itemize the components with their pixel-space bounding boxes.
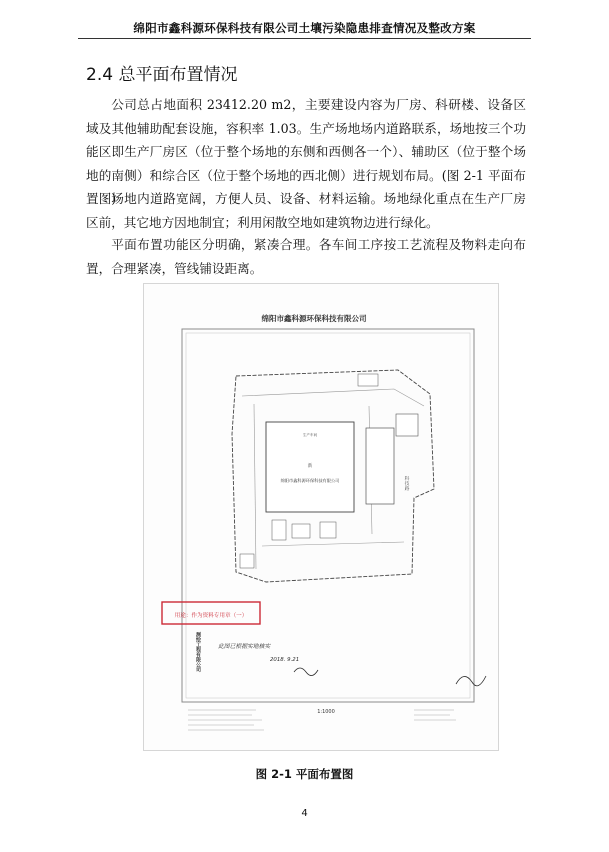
handwritten-note: 此图已根据实地核实 <box>218 644 271 650</box>
section-heading: 2.4 总平面布置情况 <box>86 65 238 85</box>
south-structure-3 <box>320 522 336 538</box>
site-plan-drawing <box>144 284 498 750</box>
building-note: 新 <box>307 464 313 469</box>
running-header: 绵阳市鑫科源环保科技有限公司土壤污染隐患排查情况及整改方案 <box>133 21 476 35</box>
surveyor-vertical-label: 测绘工程有限公司 <box>195 632 201 672</box>
building-label: 绵阳市鑫科源环保科技有限公司 <box>280 478 340 483</box>
paragraph-layout-summary: 平面布置功能区分明确，紧凑合理。各车间工序按工艺流程及物料走向布置，合理紧凑，管线铺设距离。 <box>86 237 526 276</box>
plan-title: 绵阳市鑫科源环保科技有限公司 <box>261 314 367 323</box>
corner-signature <box>456 676 486 686</box>
stamp-text: 用途：作为资料专用章（一） <box>174 613 248 619</box>
east-small-building <box>396 414 418 436</box>
page-number: 4 <box>301 808 308 819</box>
handwritten-date: 2018. 9.21 <box>270 657 300 663</box>
road-label: 科技路 <box>403 476 409 491</box>
building-sub-label: 生产车间 <box>302 433 318 437</box>
east-building <box>366 428 394 504</box>
handwritten-signature <box>294 668 318 676</box>
paragraph-site-overview: 公司总占地面积 23412.20 m2，主要建设内容为厂房、科研楼、设备区域及其他辅助配套设施，容积率 1.03。生产场地场内道路联系，场地按三个功能区即生产厂房区（位于整个场地的东侧和西侧各一个）、辅助区（位于整个场地的南侧）和综合区（位于整个场地的西北侧）进行规划布局。(图 2-1 平面布置图) <box>86 97 526 206</box>
paragraph-roads-greening: 场地内道路宽阔，方便人员、设备、材料运输。场地绿化重点在生产厂房区前，其它地方因地制宜；利用闲散空地如建筑物边进行绿化。 <box>86 191 526 230</box>
south-structure-1 <box>272 520 286 540</box>
site-plan-figure <box>143 283 499 751</box>
figure-caption: 图 2-1 平面布置图 <box>255 767 354 781</box>
north-gate-building <box>358 374 378 386</box>
scale-label: 1:1000 <box>317 709 335 715</box>
header-divider <box>78 38 531 39</box>
south-structure-2 <box>292 524 310 538</box>
southwest-structure <box>240 554 254 568</box>
